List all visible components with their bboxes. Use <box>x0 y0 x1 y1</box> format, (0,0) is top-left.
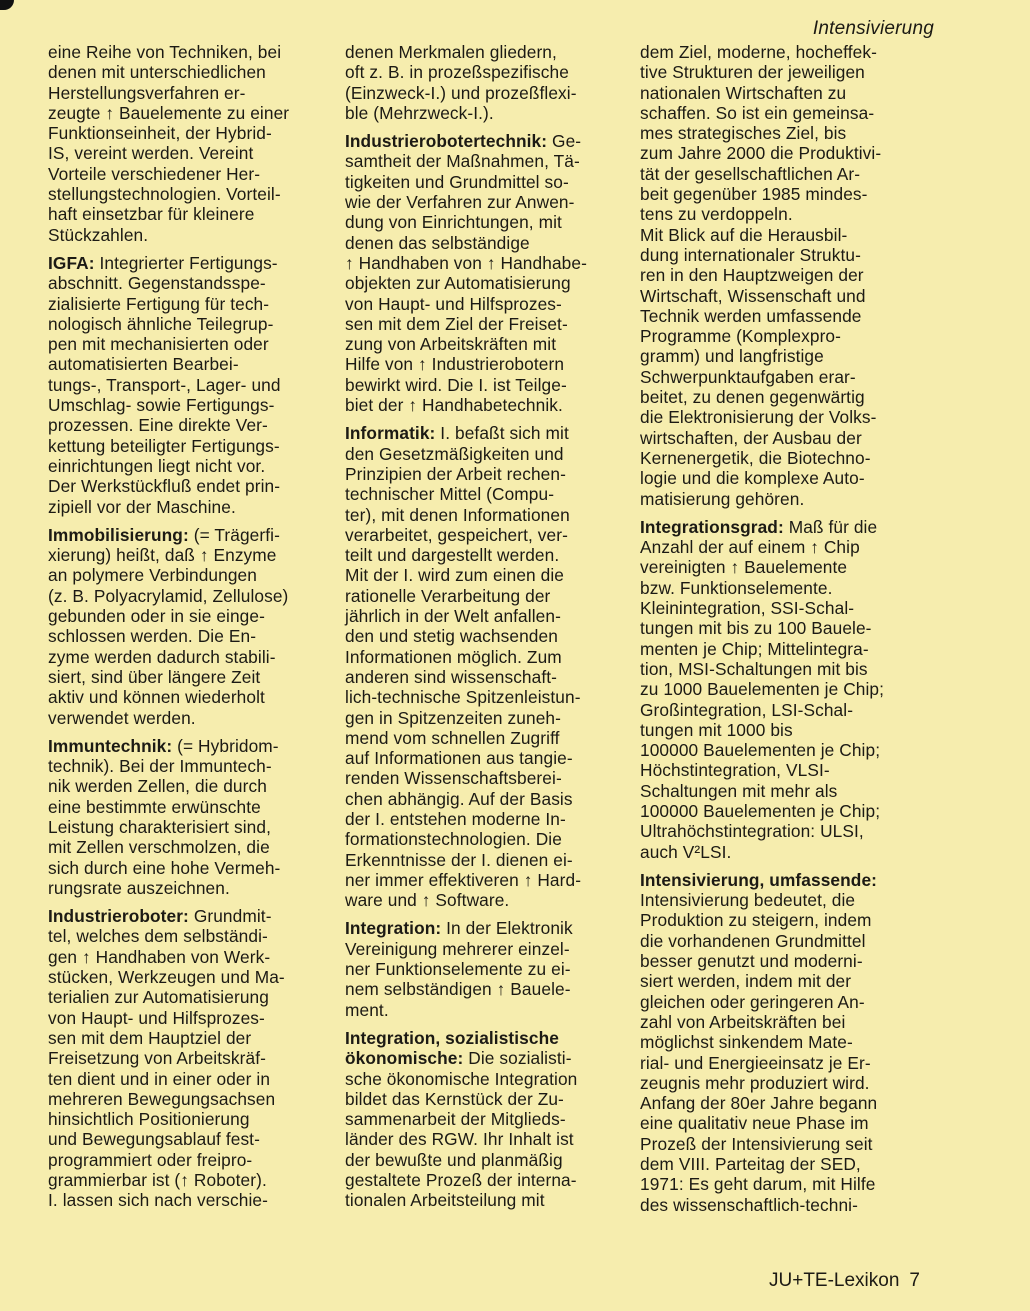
lexicon-entry <box>345 1028 635 1211</box>
entry-body: Integrierter Fertigungs- abschnitt. Gegenstandsspe- zialisierte Fertigung für tech- nologisch ähnliche Teilegrup- pen mit mechanisierten oder automatisierten Bearbei- tungs-, Transport-, Lager- und Umschlag- sowie Fertigungs- prozessen. Eine direkte Ver- kettung beteiligter Fertigungs- einrichtungen liegt nicht vor. Der Werkstückfluß endet prin- zipiell vor der Maschine. <box>48 252 281 517</box>
corner-mark <box>0 0 14 10</box>
entry-term: Integration, sozialistische ökonomische: <box>345 1027 559 1069</box>
entry-body: Die sozialisti- sche ökonomische Integration bildet das Kernstück der Zu- sammenarbeit der Mitglieds- länder des RGW. Ihr Inhalt ist der bewußte und planmäßig gestaltete Prozeß der interna- tionalen Arbeitsteilung mit <box>345 1048 578 1211</box>
entry-term: Informatik: <box>345 423 436 444</box>
lexicon-entry <box>48 736 344 898</box>
entry-term: Immobilisierung: <box>48 524 189 545</box>
entry-continuation <box>345 42 635 123</box>
entry-body: Ge- samtheit der Maßnahmen, Tä- tigkeiten und Grundmittel so- wie der Verfahren zur Anwen- dung von Einrichtungen, mit denen das selbständige ↑ Handhaben von ↑ Handhabe- objekten zur Automatisierung von Haupt- und Hilfsprozes- sen mit dem Ziel der Freiset- zung von Arbeitskräften mit Hilfe von ↑ Industrierobotern bewirkt wird. Die I. ist Teilge- biet der ↑ Handhabetechnik. <box>345 131 587 416</box>
lexicon-entry <box>345 918 635 1019</box>
entry-term: Industrieroboter: <box>48 906 189 927</box>
footer-title: JU+TE-Lexikon <box>769 1270 900 1291</box>
running-head: Intensivierung <box>812 18 934 39</box>
lexicon-entry <box>48 525 344 728</box>
lexicon-entry <box>345 423 635 910</box>
page-number: 7 <box>909 1270 920 1291</box>
entry-term: IGFA: <box>48 252 95 273</box>
entry-body: Intensivierung bedeutet, die Produktion zu steigern, indem die vorhandenen Grundmittel besser genutzt und moderni- siert werden, indem mit der gleichen oder geringeren An- zahl von Arbeitskräften bei möglichst sinkendem Mate- rial- und Energieeinsatz je Er- zeugnis mehr produziert wird. Anfang der 80er Jahre begann eine qualitativ neue Phase im Prozeß der Intensivierung seit dem VIII. Parteitag der SED, 1971: Es geht darum, mit Hilfe des wissenschaftlich-techni- <box>640 890 878 1215</box>
entry-body: Maß für die Anzahl der auf einem ↑ Chip vereinigten ↑ Bauelemente bzw. Funktionselemente. Kleinintegration, SSI-Schal- tungen mit bis zu 100 Bauele- menten je Chip; Mittelintegra- tion, MSI-Schaltungen mit bis zu 1000 Bauelementen je Chip; Großintegration, LSI-Schal- tungen mit 1000 bis 100000 Bauelementen je Chip; Höchstintegration, VLSI- Schaltungen mit mehr als 100000 Bauelementen je Chip; Ultrahöchstintegration: ULSI, auch V²LSI. <box>640 516 885 862</box>
entry-body: I. befaßt sich mit den Gesetzmäßigkeiten und Prinzipien der Arbeit rechen- technischer Mittel (Compu- ter), mit denen Informationen verarbeitet, gespeichert, ver- teilt und dargestellt werden. Mit der I. wird zum einen die rationelle Verarbeitung der jährlich in der Welt anfallen- den und stetig wachsenden Informationen möglich. Zum anderen sind wissenschaft- lich-technische Spitzenleistun- gen in Spitzenzeiten zuneh- mend vom schnellen Zugriff auf Informationen aus tangie- renden Wissenschaftsberei- chen abhängig. Auf der Basis der I. entstehen moderne In- formationstechnologien. Die Erkenntnisse der I. dienen ei- ner immer effektiveren ↑ Hard- ware und ↑ Software. <box>345 423 582 911</box>
entry-term: Immuntechnik: <box>48 735 173 756</box>
entry-body: In der Elektronik Vereinigung mehrerer einzel- ner Funktionselemente zu ei- nem selbständigen ↑ Bauele- ment. <box>345 918 573 1020</box>
entry-body: eine Reihe von Techniken, bei denen mit unterschiedlichen Herstellungsverfahren er- zeugte ↑ Bauelemente zu einer Funktionseinheit, der Hybrid- IS, vereint werden. Vereint Vorteile verschiedener Her- stellungstechnologien. Vorteil- haft einsetzbar für kleinere Stückzahlen. <box>48 42 290 245</box>
entry-body: (= Trägerfi- xierung) heißt, daß ↑ Enzyme an polymere Verbindungen (z. B. Polyacrylamid, Zellulose) gebunden oder in sie einge- schlossen werden. Die En- zyme werden dadurch stabili- siert, sind über längere Zeit aktiv und können wiederholt verwendet werden. <box>48 524 289 728</box>
entry-continuation <box>640 42 940 509</box>
lexicon-entry <box>640 870 940 1215</box>
column-3 <box>640 42 940 1223</box>
lexicon-entry <box>640 517 940 862</box>
column-1 <box>48 42 344 1219</box>
entry-term: Intensivierung, umfassende: <box>640 869 878 890</box>
entry-term: Integration: <box>345 918 442 939</box>
entry-body: dem Ziel, moderne, hocheffek- tive Strukturen der jeweiligen nationalen Wirtschaften zu schaffen. So ist ein gemeinsa- mes strategisches Ziel, bis zum Jahre 2000 die Produktivi- tät der gesellschaftlichen Ar- beit gegenüber 1985 mindes- tens zu verdoppeln. Mit Blick auf die Herausbil- dung internationaler Struktu- ren in den Hauptzweigen der Wirtschaft, Wissenschaft und Technik werden umfassende Programme (Komplexpro- gramm) und langfristige Schwerpunktaufgaben erar- beitet, zu denen gegenwärtig die Elektronisierung der Volks- wirtschaften, der Ausbau der Kernenergetik, die Biotechno- logie und die komplexe Auto- matisierung gehören. <box>640 42 882 509</box>
entry-body: denen Merkmalen gliedern, oft z. B. in prozeßspezifische (Einzweck-I.) und prozeßflexi- ble (Mehrzweck-I.). <box>345 42 577 123</box>
lexicon-entry <box>48 906 344 1210</box>
lexicon-entry <box>48 253 344 517</box>
page-footer <box>769 1270 920 1292</box>
entry-term: Industrierobotertechnik: <box>345 131 548 152</box>
lexicon-entry <box>345 131 635 415</box>
entry-body: (= Hybridom- technik). Bei der Immuntech- nik werden Zellen, die durch eine bestimmte erwünschte Leistung charakterisiert sind, mit Zellen verschmolzen, die sich durch eine hohe Vermeh- rungsrate auszeichnen. <box>48 735 281 898</box>
column-2 <box>345 42 635 1219</box>
entry-continuation <box>48 42 344 245</box>
entry-term: Integrationsgrad: <box>640 516 784 537</box>
entry-body: Grundmit- tel, welches dem selbständi- gen ↑ Handhaben von Werk- stücken, Werkzeugen und Ma- terialien zur Automatisierung von Haupt- und Hilfsprozes- sen mit dem Hauptziel der Freisetzung von Arbeitskräf- ten dient und in einer oder in mehreren Bewegungsachsen hinsichtlich Positionierung und Bewegungsablauf fest- programmiert oder freipro- grammierbar ist (↑ Roboter). I. lassen sich nach verschie- <box>48 906 285 1211</box>
